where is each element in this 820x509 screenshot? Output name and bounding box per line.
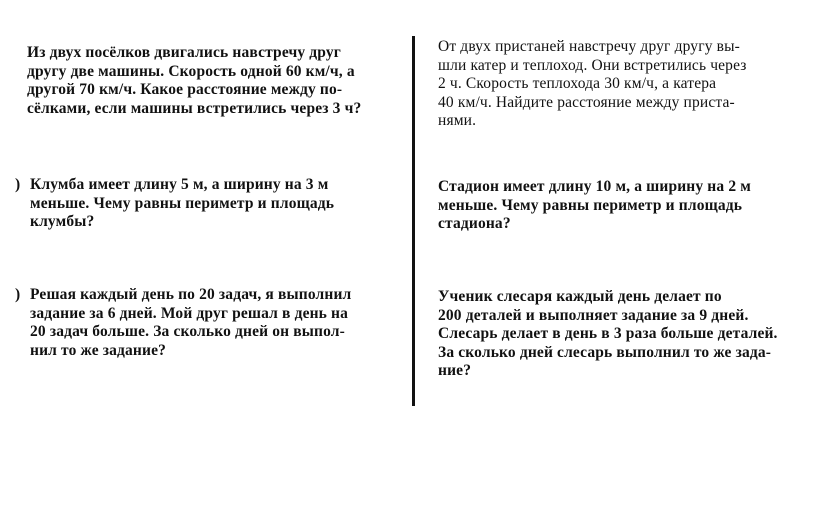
problem-line: нил то же задание?	[30, 341, 167, 359]
problem-line: нями.	[438, 112, 477, 129]
problem-line: Клумба имеет длину 5 м, а ширину на 3 м	[30, 176, 329, 193]
problem-line: Из двух посёлков двигались навстречу друг	[27, 44, 341, 61]
problem-line: сёлками, если машины встретились через 3 ч?	[27, 99, 362, 117]
problem-marker: )	[15, 176, 21, 193]
problem-marker: )	[15, 286, 21, 303]
problem-line: 20 задач больше. За сколько дней он выпол-	[30, 323, 345, 340]
problem-line: От двух пристаней навстречу друг другу вы-	[438, 38, 740, 55]
problem-line: Решая каждый день по 20 задач, я выполнил	[30, 286, 352, 303]
problem-line: задание за 6 дней. Мой друг решал в день на	[30, 304, 349, 322]
problem-line: Стадион имеет длину 10 м, а ширину на 2 м	[438, 178, 751, 195]
problem-right-2	[438, 178, 800, 234]
problem-line: другу две машины. Скорость одной 60 км/ч, а	[27, 62, 355, 80]
problem-left-3	[30, 286, 392, 360]
problem-line: 200 деталей и выполняет задание за 9 дней.	[438, 306, 749, 324]
problem-line: меньше. Чему равны периметр и площадь	[30, 194, 335, 212]
problem-line: меньше. Чему равны периметр и площадь	[438, 196, 743, 214]
column-divider	[412, 36, 415, 406]
problem-left-1	[27, 44, 393, 118]
problem-right-1	[438, 38, 798, 131]
problem-line: 2 ч. Скорость теплохода 30 км/ч, а катера	[438, 75, 717, 92]
problem-line: клумбы?	[30, 213, 95, 230]
problem-line: За сколько дней слесарь выполнил то же зада-	[438, 343, 772, 361]
problem-line: стадиона?	[438, 215, 511, 232]
problem-line: другой 70 км/ч. Какое расстояние между по-	[27, 81, 343, 98]
problem-line: 40 км/ч. Найдите расстояние между приста-	[438, 93, 735, 111]
problem-left-2	[30, 176, 392, 232]
problem-right-3	[438, 288, 800, 381]
problem-line: шли катер и теплоход. Они встретились через	[438, 56, 747, 74]
problem-line: Слесарь делает в день в 3 раза больше деталей.	[438, 325, 778, 342]
problem-line: Ученик слесаря каждый день делает по	[438, 288, 722, 305]
problem-line: ние?	[438, 362, 472, 379]
